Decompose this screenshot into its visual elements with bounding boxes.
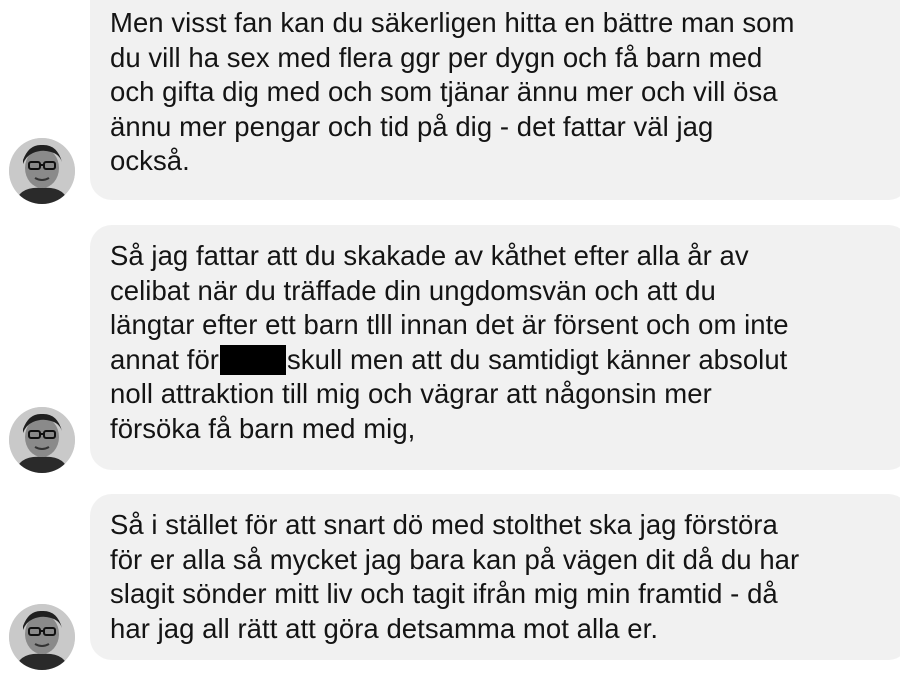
- message-text: [110, 239, 900, 446]
- avatar[interactable]: [9, 138, 75, 204]
- profile-photo-icon: [9, 407, 75, 473]
- profile-photo-icon: [9, 604, 75, 670]
- message-text: [110, 508, 900, 646]
- message-line: du vill ha sex med flera ggr per dygn och få barn med: [110, 41, 763, 73]
- message-bubble[interactable]: [90, 494, 900, 660]
- message-line: Men visst fan kan du säkerligen hitta en bättre man som: [110, 7, 795, 38]
- message-bubble[interactable]: [90, 225, 900, 470]
- message-text: [110, 6, 900, 179]
- message-line: Så i stället för att snart dö med stolthet ska jag förstöra: [110, 509, 778, 540]
- message-line: skull men att du samtidigt känner absolut: [287, 343, 788, 375]
- avatar[interactable]: [9, 604, 75, 670]
- message-line: noll attraktion till mig och vägrar att någonsin mer: [110, 378, 712, 409]
- profile-photo-icon: [9, 138, 75, 204]
- avatar[interactable]: [9, 407, 75, 473]
- message-row: [0, 494, 900, 680]
- message-line: längtar efter ett barn tlll innan det är försent och om inte: [110, 309, 789, 340]
- message-line: också.: [110, 145, 190, 176]
- message-line: försöka få barn med mig,: [110, 412, 416, 444]
- message-line: celibat när du träffade din ungdomsvän och att du: [110, 274, 716, 306]
- message-row: [0, 0, 900, 200]
- message-row: [0, 225, 900, 470]
- message-line: och gifta dig med och som tjänar ännu mer och vill ösa: [110, 76, 778, 107]
- message-line: annat för: [110, 343, 219, 375]
- message-line: Så jag fattar att du skakade av kåthet efter alla år av: [110, 240, 749, 271]
- message-line: för er alla så mycket jag bara kan på vägen dit då du har: [110, 543, 800, 575]
- redaction-block: [220, 345, 286, 375]
- message-line: ännu mer pengar och tid på dig - det fattar väl jag: [110, 110, 714, 142]
- message-line: slagit sönder mitt liv och tagit ifrån mig min framtid - då: [110, 578, 778, 609]
- message-line: har jag all rätt att göra detsamma mot alla er.: [110, 612, 659, 644]
- message-bubble[interactable]: [90, 0, 900, 200]
